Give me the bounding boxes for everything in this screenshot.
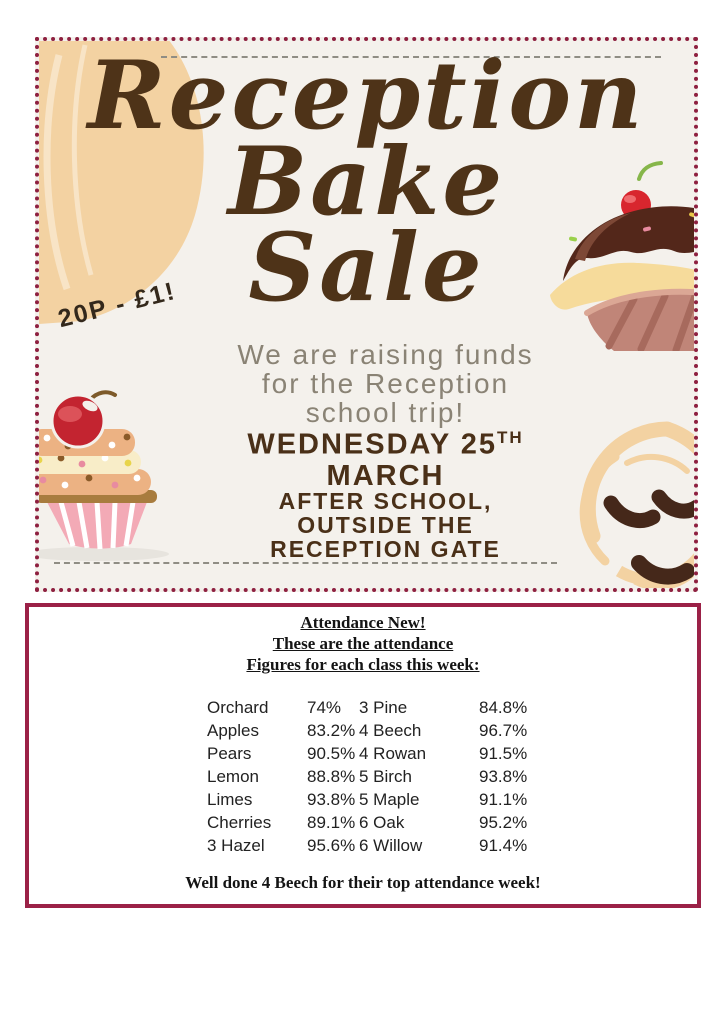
attendance-percentage: 96.7%	[479, 721, 528, 740]
attendance-percentage: 93.8%	[479, 767, 528, 786]
event-date-line-2: MARCH	[326, 459, 445, 492]
attendance-table	[207, 698, 697, 859]
attendance-class-name: Pears	[207, 744, 252, 763]
subtitle-line-1: We are raising funds	[237, 339, 534, 370]
attendance-percentage: 95.2%	[479, 813, 528, 832]
attendance-class-name: 6 Willow	[359, 836, 423, 855]
attendance-class-name: 4 Rowan	[359, 744, 427, 763]
attendance-class-name: 3 Hazel	[207, 836, 265, 855]
attendance-percentage: 91.1%	[479, 790, 528, 809]
attendance-class-name: 3 Pine	[359, 698, 408, 717]
poster-subtitle	[77, 340, 694, 427]
attendance-percentage: 84.8%	[479, 698, 528, 717]
attendance-percentage: 95.6%	[307, 836, 356, 855]
subtitle-line-3: school trip!	[305, 397, 466, 428]
attendance-class-name: 5 Birch	[359, 767, 412, 786]
poster-title-line-2: Bake	[227, 127, 506, 237]
attendance-class-name: 4 Beech	[359, 721, 422, 740]
attendance-class-name: Limes	[207, 790, 253, 809]
poster-title-line-3: Sale	[248, 213, 485, 323]
attendance-percentage: 89.1%	[307, 813, 356, 832]
event-date-text: WEDNESDAY 25	[247, 428, 497, 461]
attendance-class-name: Lemon	[207, 767, 259, 786]
attendance-heading	[29, 612, 697, 675]
attendance-class-name: 5 Maple	[359, 790, 420, 809]
event-date	[77, 422, 694, 492]
attendance-footer: Well done 4 Beech for their top attendance week!	[185, 873, 541, 892]
attendance-subtitle-2: Figures for each class this week:	[246, 655, 480, 674]
attendance-class-name: 6 Oak	[359, 813, 405, 832]
attendance-percentage: 83.2%	[307, 721, 356, 740]
event-date-ordinal: TH	[496, 428, 524, 447]
attendance-percentage: 88.8%	[307, 767, 356, 786]
location-line-3: RECEPTION GATE	[270, 536, 501, 562]
attendance-class-name: Apples	[207, 721, 259, 740]
poster-title	[39, 41, 694, 323]
attendance-percentage: 93.8%	[307, 790, 356, 809]
dashed-divider-bottom	[54, 562, 557, 564]
subtitle-line-2: for the Reception	[261, 368, 510, 399]
event-location	[77, 489, 694, 561]
location-line-1: AFTER SCHOOL,	[278, 488, 493, 514]
attendance-box	[25, 603, 701, 908]
attendance-subtitle-1: These are the attendance	[272, 634, 454, 653]
event-date-line-1	[77, 422, 694, 461]
attendance-title: Attendance New!	[300, 613, 426, 632]
poster-title-line-1: Reception	[87, 41, 646, 151]
attendance-percentage: 74%	[307, 698, 342, 717]
attendance-percentage: 91.4%	[479, 836, 528, 855]
attendance-class-name: Cherries	[207, 813, 272, 832]
attendance-percentage: 90.5%	[307, 744, 356, 763]
attendance-percentage: 91.5%	[479, 744, 528, 763]
attendance-class-name: Orchard	[207, 698, 269, 717]
location-line-2: OUTSIDE THE	[297, 512, 474, 538]
price-tag: 20P - £1!	[55, 276, 179, 334]
bake-sale-poster	[35, 37, 698, 592]
